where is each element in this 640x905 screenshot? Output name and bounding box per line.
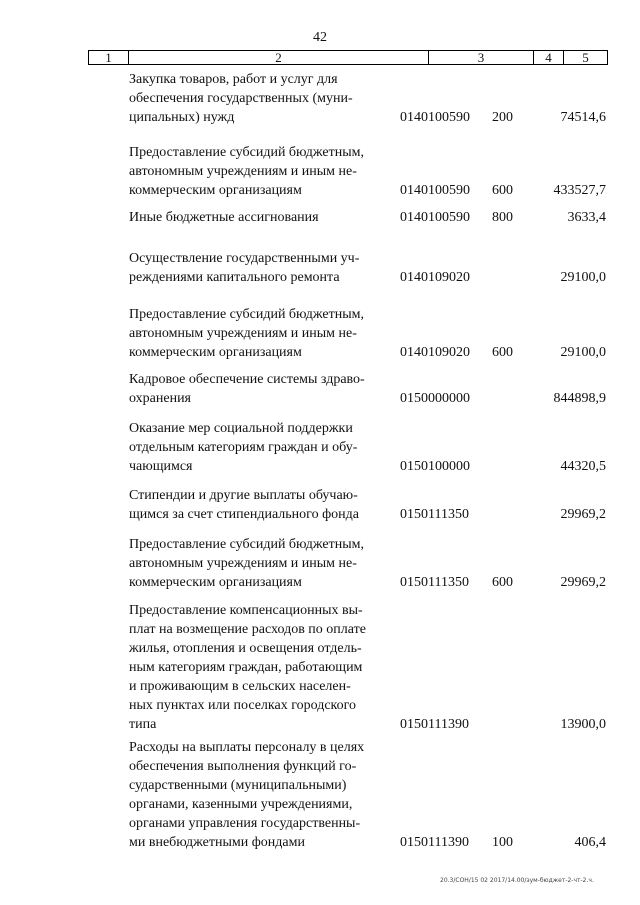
- page-number: 42: [313, 30, 327, 45]
- description-line: Стипендии и другие выплаты обучаю-: [129, 488, 358, 503]
- description-line: автономным учреждениям и иным не-: [129, 556, 357, 571]
- amount-value: 406,4: [574, 835, 606, 850]
- description-line: ным категориям граждан, работающим: [129, 660, 363, 675]
- target-article-code: 0150111350: [400, 507, 469, 522]
- description-line: органами управления государственны-: [129, 816, 361, 831]
- amount-value: 3633,4: [567, 210, 606, 225]
- description-line: Предоставление субсидий бюджетным,: [129, 145, 365, 160]
- description-line: ных пунктах или поселках городского: [129, 698, 357, 713]
- description-line: коммерческим организациям: [129, 345, 302, 360]
- column-header-5: 5: [582, 50, 589, 65]
- description-line: отдельным категориям граждан и обу-: [129, 440, 358, 455]
- amount-value: 433527,7: [553, 183, 606, 198]
- description-line: щимся за счет стипендиального фонда: [129, 507, 359, 522]
- amount-value: 13900,0: [560, 717, 606, 732]
- description-line: и проживающим в сельских населен-: [129, 679, 351, 694]
- expense-type-code: 600: [492, 345, 513, 360]
- column-header-4: 4: [534, 51, 564, 64]
- amount-value: 29100,0: [560, 345, 606, 360]
- target-article-code: 0140109020: [400, 270, 470, 285]
- description-line: автономным учреждениям и иным не-: [129, 326, 357, 341]
- expense-type-code: 800: [492, 210, 513, 225]
- target-article-code: 0140109020: [400, 345, 470, 360]
- description-line: ми внебюджетными фондами: [129, 835, 305, 850]
- column-header-2: 2: [129, 51, 429, 64]
- description-line: чающимся: [129, 459, 193, 474]
- row-description: [129, 249, 387, 287]
- description-line: сударственными (муниципальными): [129, 778, 347, 793]
- target-article-code: 0150000000: [400, 391, 470, 406]
- row-description: [129, 738, 387, 852]
- description-line: Предоставление субсидий бюджетным,: [129, 537, 365, 552]
- expense-type-code: 100: [492, 835, 513, 850]
- description-line: охранения: [129, 391, 191, 406]
- row-description: [129, 601, 387, 734]
- amount-value: 44320,5: [560, 459, 606, 474]
- description-line: коммерческим организациям: [129, 575, 302, 590]
- description-line: автономным учреждениям и иным не-: [129, 164, 357, 179]
- row-description: [129, 305, 387, 362]
- column-header-3: 3: [429, 51, 534, 64]
- description-line: жилья, отопления и освещения отдель-: [129, 641, 362, 656]
- description-line: Закупка товаров, работ и услуг для: [129, 72, 338, 87]
- description-line: Предоставление компенсационных вы-: [129, 603, 363, 618]
- expense-type-code: 600: [492, 183, 513, 198]
- expense-type-code: 200: [492, 110, 513, 125]
- target-article-code: 0150111390: [400, 717, 469, 732]
- row-description: [129, 70, 387, 127]
- row-description: [129, 419, 387, 476]
- target-article-code: 0140100590: [400, 110, 470, 125]
- amount-value: 29100,0: [560, 270, 606, 285]
- row-description: [129, 535, 387, 592]
- document-footer: 20.3/СОН/15 02 2017/14.00/зум-бюджет-2-чт-2.ч.: [440, 877, 594, 884]
- description-line: Расходы на выплаты персоналу в целях: [129, 740, 365, 755]
- amount-value: 74514,6: [560, 110, 606, 125]
- description-line: ципальных) нужд: [129, 110, 235, 125]
- description-line: реждениями капитального ремонта: [129, 270, 340, 285]
- target-article-code: 0150111350: [400, 575, 469, 590]
- target-article-code: 0150100000: [400, 459, 470, 474]
- row-description: [129, 208, 387, 227]
- description-line: Осуществление государственными уч-: [129, 251, 360, 266]
- amount-value: 29969,2: [560, 507, 606, 522]
- description-line: органами, казенными учреждениями,: [129, 797, 353, 812]
- description-line: обеспечения государственных (муни-: [129, 91, 353, 106]
- description-line: Иные бюджетные ассигнования: [129, 210, 319, 225]
- amount-value: 29969,2: [560, 575, 606, 590]
- row-description: [129, 370, 387, 408]
- expense-type-code: 600: [492, 575, 513, 590]
- description-line: Кадровое обеспечение системы здраво-: [129, 372, 365, 387]
- target-article-code: 0140100590: [400, 210, 470, 225]
- description-line: плат на возмещение расходов по оплате: [129, 622, 366, 637]
- description-line: коммерческим организациям: [129, 183, 302, 198]
- description-line: типа: [129, 717, 157, 732]
- description-line: Предоставление субсидий бюджетным,: [129, 307, 365, 322]
- table-header-row: [88, 50, 608, 65]
- amount-value: 844898,9: [553, 391, 606, 406]
- description-line: Оказание мер социальной поддержки: [129, 421, 353, 436]
- column-header-1: 1: [89, 51, 129, 64]
- target-article-code: 0150111390: [400, 835, 469, 850]
- row-description: [129, 143, 387, 200]
- target-article-code: 0140100590: [400, 183, 470, 198]
- description-line: обеспечения выполнения функций го-: [129, 759, 357, 774]
- row-description: [129, 486, 387, 524]
